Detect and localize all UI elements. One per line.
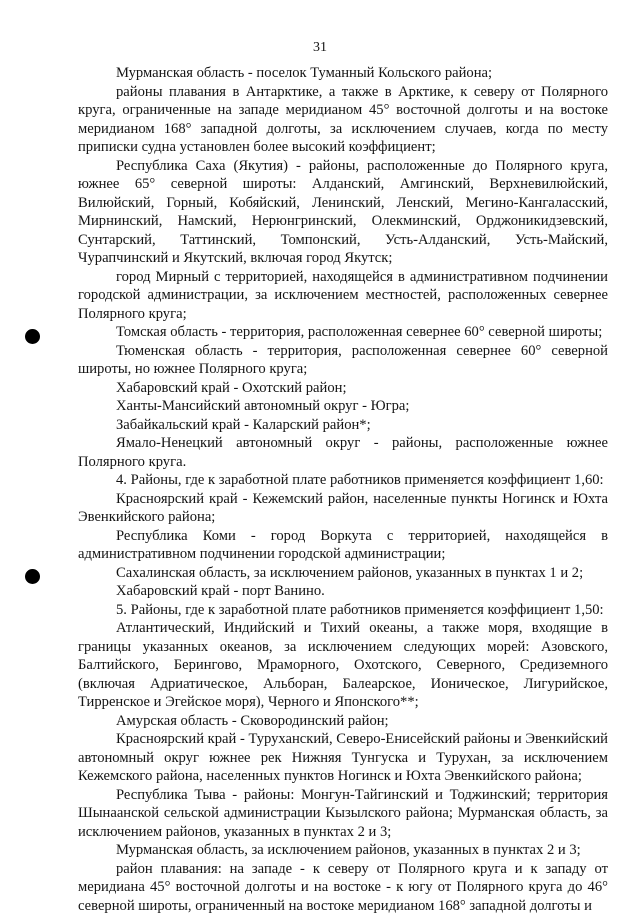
paragraph: Республика Коми - город Воркута с территорией, находящейся в административном подчинении городской администрации; [78,527,608,564]
section-heading-5: 5. Районы, где к заработной плате работников применяется коэффициент 1,50: [78,601,608,620]
document-body [78,64,608,915]
paragraph: Республика Тыва - районы: Монгун-Тайгинский и Тоджинский; территория Шынаанской сельской администрации Кызылского района; Мурманская область, за исключением районов, указанных в пунктах 2 и 3; [78,786,608,842]
paragraph: Красноярский край - Кежемский район, населенные пункты Ногинск и Юхта Эвенкийского района; [78,490,608,527]
paragraph: район плавания: на западе - к северу от Полярного круга и к западу от меридиана 45° восточной долготы и на востоке - к югу от Полярного круга до 46° северной широты, ограниченный на востоке меридианом 168° западной долготы и [78,860,608,915]
punch-hole [25,569,40,584]
paragraph: город Мирный с территорией, находящейся в административном подчинении городской администрации, за исключением местностей, расположенных севернее Полярного круга; [78,268,608,324]
paragraph: Мурманская область - поселок Туманный Кольского района; [78,64,608,83]
paragraph: районы плавания в Антарктике, а также в Арктике, к северу от Полярного круга, ограниченные на западе меридианом 45° восточной долготы и на востоке меридианом 168° западной долготы, за исключением случаев, когда по месту приписки судна установлен более высокий коэффициент; [78,83,608,157]
paragraph: Хабаровский край - порт Ванино. [78,582,608,601]
paragraph: Республика Саха (Якутия) - районы, расположенные до Полярного круга, южнее 65° северной широты: Алданский, Амгинский, Верхневилюйский, Вилюйский, Горный, Кобяйский, Ленинский, Ленский, Мегино-Кангаласский, Мирнинский, Намский, Нерюнгринский, Олекминский, Орджоникидзевский, Сунтарский, Таттинский, Томпонский, Усть-Алданский, Усть-Майский, Чурапчинский и Якутский, включая город Якутск; [78,157,608,268]
paragraph: Сахалинская область, за исключением районов, указанных в пунктах 1 и 2; [78,564,608,583]
page-number: 31 [0,40,640,56]
paragraph: Забайкальский край - Каларский район*; [78,416,608,435]
paragraph: Тюменская область - территория, расположенная севернее 60° северной широты, но южнее Полярного круга; [78,342,608,379]
paragraph: Ямало-Ненецкий автономный округ - районы, расположенные южнее Полярного круга. [78,434,608,471]
punch-hole [25,329,40,344]
paragraph: Хабаровский край - Охотский район; [78,379,608,398]
paragraph: Томская область - территория, расположенная севернее 60° северной широты; [78,323,608,342]
paragraph: Красноярский край - Туруханский, Северо-Енисейский районы и Эвенкийский автономный округ южнее рек Нижняя Тунгуска и Турухан, за исключением Кежемского района, населенных пунктов Ногинск и Юхта Эвенкийского района; [78,730,608,786]
paragraph: Ханты-Мансийский автономный округ - Югра; [78,397,608,416]
paragraph: Мурманская область, за исключением районов, указанных в пунктах 2 и 3; [78,841,608,860]
section-heading-4: 4. Районы, где к заработной плате работников применяется коэффициент 1,60: [78,471,608,490]
paragraph: Атлантический, Индийский и Тихий океаны, а также моря, входящие в границы указанных океанов, за исключением следующих морей: Азовского, Балтийского, Берингово, Мраморного, Охотского, Северного, Средиземного (включая Адриатическое, Альборан, Балеарское, Ионическое, Лигурийское, Тирренское и Эгейское моря), Черного и Японского**; [78,619,608,712]
paragraph: Амурская область - Сковородинский район; [78,712,608,731]
